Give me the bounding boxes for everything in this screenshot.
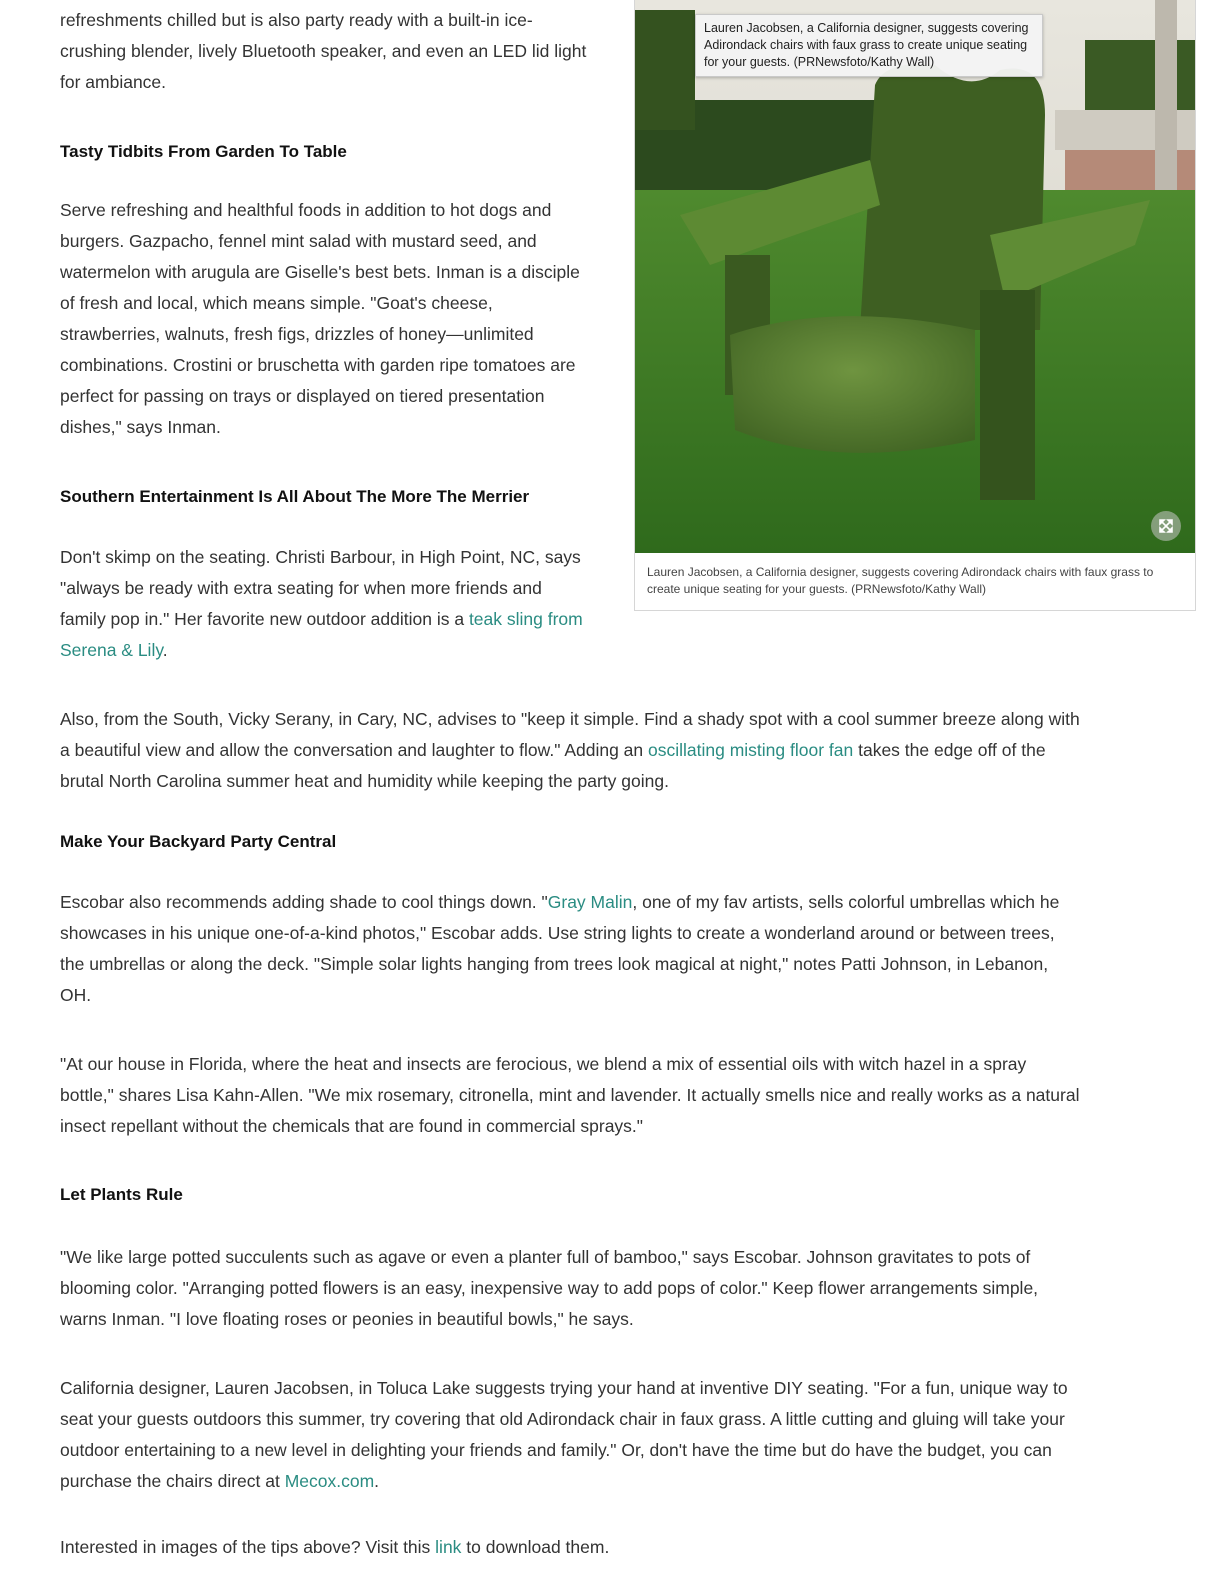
paragraph-keep-simple [60, 704, 1080, 797]
text: California designer, Lauren Jacobsen, in Toluca Lake suggests trying your hand at inventive DIY seating. "For a fun, unique way to seat your guests outdoors this summer, try covering that old Adirondack chair in faux grass. A little cutting and gluing will take your outdoor entertaining to a new level in delighting your friends and family." Or, don't have the time but do have the budget, you can purchase the chairs direct at [60, 1378, 1068, 1491]
paragraph-florida: "At our house in Florida, where the heat and insects are ferocious, we blend a mix of essential oils with witch hazel in a spray bottle," shares Lisa Kahn-Allen. "We mix rosemary, citronella, mint and lavender. It actually smells nice and really works as a natural insect repellant without the chemicals that are found in commercial sprays." [60, 1054, 1080, 1136]
section-heading-tasty-tidbits: Tasty Tidbits From Garden To Table [60, 142, 347, 161]
gray-malin-link[interactable]: Gray Malin [547, 892, 633, 912]
paragraph-seating [60, 542, 590, 666]
paragraph-succulents: "We like large potted succulents such as agave or even a planter full of bamboo," says Escobar. Johnson gravitates to pots of blooming color. "Arranging potted flowers is an easy, inexpensive way to add pops of color." Keep flower arrangements simple, warns Inman. "I love floating roses or peonies in beautiful bowls," he says. [60, 1247, 1039, 1329]
chair-leg-right [980, 290, 1035, 500]
section-heading-plants: Let Plants Rule [60, 1185, 183, 1204]
section-heading-southern: Southern Entertainment Is All About The More The Merrier [60, 487, 530, 506]
text: Escobar also recommends adding shade to cool things down. " [60, 892, 548, 912]
chair-seat [730, 316, 975, 453]
paragraph-shade [60, 887, 1080, 1011]
intro-paragraph: refreshments chilled but is also party ready with a built-in ice-crushing blender, lively Bluetooth speaker, and even an LED lid light for ambiance. [60, 10, 587, 92]
image-tooltip: Lauren Jacobsen, a California designer, suggests covering Adirondack chairs with faux grass to create unique seating for your guests. (PRNewsfoto/Kathy Wall) [695, 14, 1043, 77]
hedge-left [635, 10, 695, 130]
paragraph-diy-seating [60, 1373, 1080, 1497]
paragraph-tasty-tidbits: Serve refreshing and healthful foods in addition to hot dogs and burgers. Gazpacho, fennel mint salad with mustard seed, and watermelon with arugula are Giselle's best bets. Inman is a disciple of fresh and local, which means simple. "Goat's cheese, strawberries, walnuts, fresh figs, drizzles of honey—unlimited combinations. Crostini or bruschetta with garden ripe tomatoes are perfect for passing on trays or displayed on tiered presentation dishes," says Inman. [60, 200, 580, 437]
text: , one of my fav artists, sells colorful umbrellas which he showcases in his unique one-of-a-kind photos," Escobar adds. Use string lights to create a wonderland around or between trees, the umbrellas or along the deck. "Simple solar lights hanging from trees look magical at night," notes Patti Johnson, in Lebanon, OH. [60, 892, 1060, 1005]
text: Don't skimp on the seating. Christi Barbour, in High Point, NC, says "always be ready with extra seating for when more friends and family pop in." Her favorite new outdoor addition is a [60, 547, 581, 629]
text: Interested in images of the tips above? Visit this [60, 1537, 436, 1557]
section-heading-backyard: Make Your Backyard Party Central [60, 832, 337, 851]
bench-post [1155, 0, 1177, 200]
text: . [374, 1471, 380, 1491]
grass-chair-illustration [635, 0, 1195, 553]
download-link[interactable]: link [435, 1537, 462, 1557]
misting-fan-link[interactable]: oscillating misting floor fan [648, 740, 854, 760]
article-figure [634, 0, 1196, 611]
text: to download them. [461, 1537, 610, 1557]
text: Also, from the South, Vicky Serany, in Cary, NC, advises to "keep it simple. Find a shady spot with a cool summer breeze along with a beautiful view and allow the conversation and laughter to flow." Adding an [60, 709, 1080, 760]
text: takes the edge off of the brutal North Carolina summer heat and humidity while keeping the party going. [60, 740, 1046, 791]
mecox-link[interactable]: Mecox.com [284, 1471, 375, 1491]
figure-caption: Lauren Jacobsen, a California designer, suggests covering Adirondack chairs with faux grass to create unique seating for your guests. (PRNewsfoto/Kathy Wall) [647, 565, 1154, 596]
expand-arrows-icon[interactable] [1151, 511, 1181, 541]
closing-paragraph [60, 1532, 1080, 1563]
text: . [162, 640, 168, 660]
grass-chair-photo[interactable] [635, 0, 1195, 553]
teak-sling-link[interactable]: teak sling from Serena & Lily [60, 609, 583, 660]
